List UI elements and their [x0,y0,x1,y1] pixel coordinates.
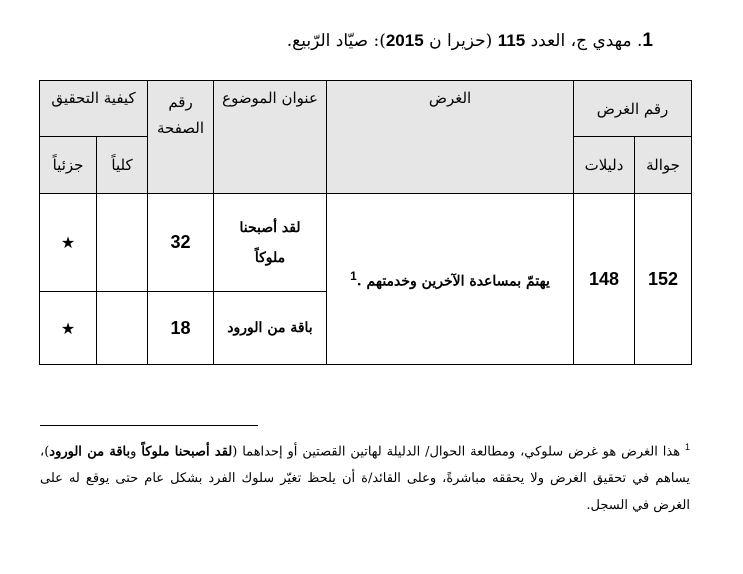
footnote-story-title: لقد أصبحنا ملوكاً [141,444,233,460]
heading-issue: 115 [497,31,526,50]
header-topic-title: عنوان الموضوع [214,81,327,194]
header-page-number: رقم الصفحة [148,81,214,194]
page-number: 32 [148,194,214,292]
footnote-ref: 1 [350,268,357,283]
header-guides: دليلات [574,137,635,194]
heading-suffix: ): صيّاد الرّبيع. [286,31,386,51]
heading-year: 2015 [385,31,424,50]
heading-prefix: . مهدي ج، العدد [525,31,643,51]
page-number: 18 [148,292,214,365]
header-goal-number: رقم الغرض [574,81,692,137]
heading-mid: (حزيرا ن [423,31,498,51]
check-full [97,292,148,365]
header-goal: الغرض [327,81,574,194]
check-partial: ★ [40,292,97,365]
topic-title: لقد أصبحنا ملوكاً [214,194,327,292]
footnote: $^1$ هذا الغرض هو غرض سلوكي، ومطالعة الحوال/ الدليلة لهاتين القصتين أو إحداهما (لقد أصبحنا ملوكاً وباقة من الورود)، يساهم في تحقيق الغرض ولا يحققه مباشرةً، وعلى القائد/ة أن يلحظ تغيّر سلوك الفرد بشكل عام حتى يوقع له على الغرض في السجل. [40,442,690,514]
header-mobile: جوالة [635,137,692,194]
footnote-separator [40,425,258,426]
footnote-story-title: باقة من الورود [49,444,131,460]
check-full [97,194,148,292]
header-partial: جزئياً [40,137,97,194]
header-full: كلياً [97,137,148,194]
topic-title: باقة من الورود [214,292,327,365]
heading-number: 1 [642,30,653,51]
footnote-marker: 1 [684,442,690,452]
check-partial: ★ [40,194,97,292]
goal-text: يهتمّ بمساعدة الآخرين وخدمتهم .$^1$ [327,194,574,365]
goal-mobile-number: 152 [635,194,692,365]
goals-table [39,80,692,365]
header-verification: كيفية التحقيق [40,81,148,137]
reference-heading [40,30,653,52]
goal-guides-number: 148 [574,194,635,365]
